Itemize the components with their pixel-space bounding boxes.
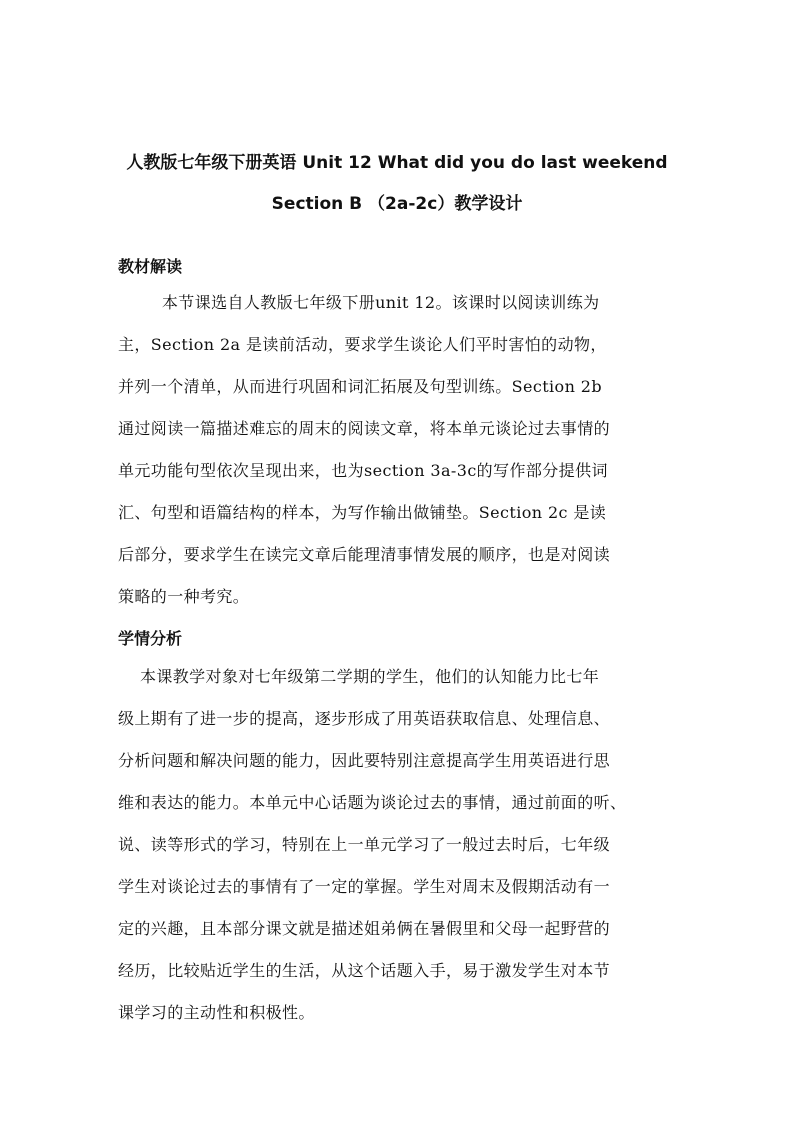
document-title-line-2: Section B （2a-2c）教学设计	[271, 194, 523, 214]
paragraph-line: 并列一个清单，从而进行巩固和词汇拓展及句型训练。Section 2b	[118, 377, 602, 396]
section-heading-student-analysis: 学情分析	[118, 629, 183, 648]
paragraph-line: 本课教学对象对七年级第二学期的学生，他们的认知能力比七年	[118, 667, 600, 686]
paragraph-line: 学生对谈论过去的事情有了一定的掌握。学生对周末及假期活动有一	[118, 877, 611, 896]
paragraph-line: 分析问题和解决问题的能力，因此要特别注意提高学生用英语进行思	[118, 751, 611, 770]
paragraph-line: 级上期有了进一步的提高，逐步形成了用英语获取信息、处理信息、	[118, 709, 611, 728]
document-title-line-1: 人教版七年级下册英语 Unit 12 What did you do last weekend	[126, 153, 668, 173]
paragraph-line: 维和表达的能力。本单元中心话题为谈论过去的事情，通过前面的听、	[118, 793, 627, 812]
paragraph-line: 通过阅读一篇描述难忘的周末的阅读文章，将本单元谈论过去事情的	[118, 419, 611, 438]
paragraph-line: 课学习的主动性和积极性。	[118, 1003, 315, 1022]
paragraph-line: 说、读等形式的学习，特别在上一单元学习了一般过去时后，七年级	[118, 835, 611, 854]
paragraph-line: 后部分，要求学生在读完文章后能理清事情发展的顺序，也是对阅读	[118, 545, 611, 564]
paragraph-line: 汇、句型和语篇结构的样本，为写作输出做铺垫。Section 2c 是读	[118, 503, 607, 522]
paragraph-line: 策略的一种考究。	[118, 587, 250, 606]
paragraph-line: 本节课选自人教版七年级下册unit 12。该课时以阅读训练为	[118, 293, 600, 312]
paragraph-line: 单元功能句型依次呈现出来，也为section 3a-3c的写作部分提供词	[118, 461, 608, 480]
section-heading-textbook-analysis: 教材解读	[118, 257, 183, 276]
paragraph-line: 定的兴趣，且本部分课文就是描述姐弟俩在暑假里和父母一起野营的	[118, 919, 611, 938]
paragraph-line: 经历，比较贴近学生的生活，从这个话题入手，易于激发学生对本节	[118, 961, 611, 980]
paragraph-line: 主，Section 2a 是读前活动，要求学生谈论人们平时害怕的动物，	[118, 335, 607, 354]
